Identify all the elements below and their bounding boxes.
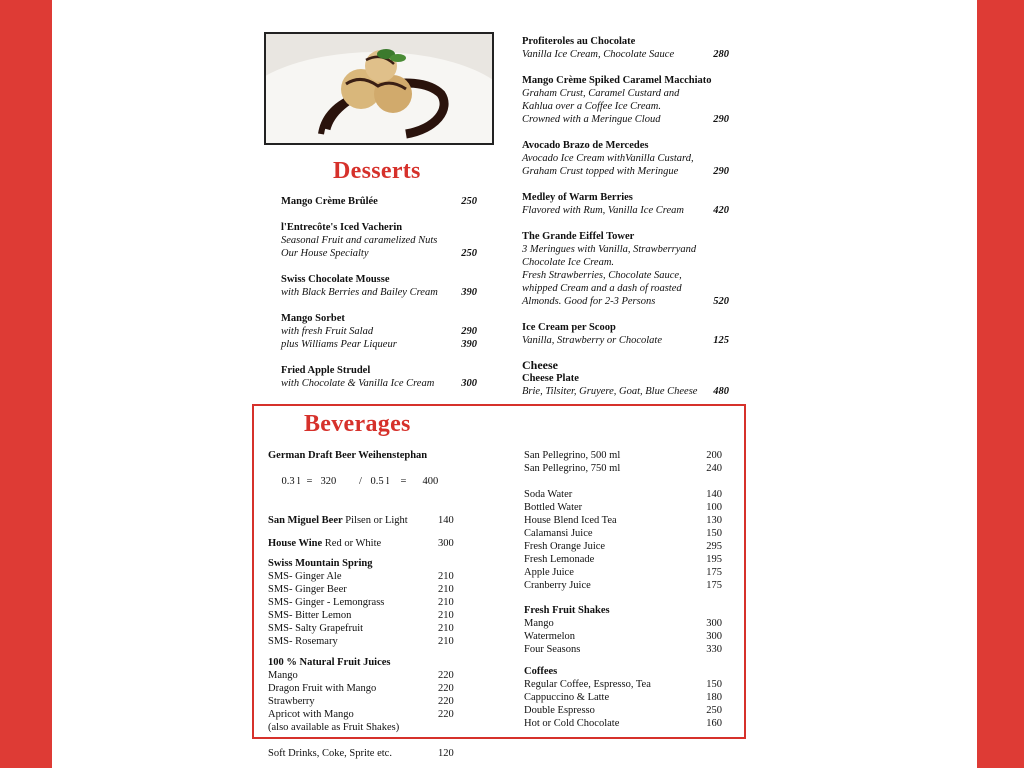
item-desc: Graham Crust, Caramel Custard and: [522, 88, 680, 99]
item-price: 220: [438, 709, 454, 720]
item-price: 210: [438, 584, 454, 595]
list-item: [268, 596, 468, 609]
beverages-right-column: [524, 449, 722, 730]
item-price: 290: [461, 326, 477, 337]
list-item: [522, 191, 729, 217]
item-name: Apricot with Mango: [268, 709, 354, 720]
item-name: House Blend Iced Tea: [524, 515, 617, 526]
item-price: 300: [438, 538, 454, 549]
item-price: 125: [713, 335, 729, 346]
item-name: Four Seasons: [524, 644, 581, 655]
item-name: Mango Sorbet: [281, 313, 345, 324]
item-name: Fried Apple Strudel: [281, 365, 371, 376]
note: (also available as Fruit Shakes): [268, 722, 400, 733]
list-item: [524, 514, 722, 527]
list-item: [281, 273, 477, 299]
item-price: 100: [706, 502, 722, 513]
item-name: Ice Cream per Scoop: [522, 322, 616, 333]
dessert-photo: [264, 32, 494, 145]
list-item: [524, 449, 722, 462]
item-desc: with fresh Fruit Salad: [281, 326, 374, 337]
equals: =: [400, 476, 407, 487]
item-price: 220: [438, 670, 454, 681]
item-price: 210: [438, 571, 454, 582]
list-item: [522, 230, 729, 308]
item-price: 240: [706, 463, 722, 474]
list-item: [281, 364, 477, 390]
item-name: San Pellegrino, 500 ml: [524, 450, 621, 461]
item-name: The Grande Eiffel Tower: [522, 231, 635, 242]
item-price: 295: [706, 541, 722, 552]
item-price: 210: [438, 597, 454, 608]
list-item: [268, 622, 468, 635]
item-name: Hot or Cold Chocolate: [524, 718, 620, 729]
item-name: Swiss Chocolate Mousse: [281, 274, 390, 285]
item-desc: Flavored with Rum, Vanilla Ice Cream: [522, 205, 684, 216]
item-price: 120: [438, 748, 454, 759]
item-name: Regular Coffee, Espresso, Tea: [524, 679, 651, 690]
item-desc: Fresh Strawberries, Chocolate Sauce,: [522, 270, 682, 281]
section-title: Cheese: [522, 358, 558, 372]
item-name: Fresh Orange Juice: [524, 541, 606, 552]
item-name: SMS- Ginger - Lemongrass: [268, 597, 385, 608]
list-item: [268, 635, 468, 648]
list-item: [524, 717, 722, 730]
item-desc: Almonds. Good for 2-3 Persons: [522, 296, 656, 307]
item-price: 195: [706, 554, 722, 565]
list-item: [524, 501, 722, 514]
list-item: [268, 537, 468, 550]
item-price: 250: [461, 196, 477, 207]
list-item: [522, 35, 729, 61]
list-item: [268, 570, 468, 583]
list-item: [524, 630, 722, 643]
item-name: SMS- Salty Grapefruit: [268, 623, 364, 634]
section-title: Fresh Fruit Shakes: [524, 605, 610, 616]
item-price: 150: [706, 679, 722, 690]
item-name: SMS- Ginger Ale: [268, 571, 342, 582]
beverages-left-column: [268, 449, 468, 760]
item-name: Avocado Brazo de Mercedes: [522, 140, 649, 151]
item-name: Medley of Warm Berries: [522, 192, 633, 203]
item-price: 175: [706, 567, 722, 578]
equals: =: [306, 476, 313, 487]
item-price: 150: [706, 528, 722, 539]
item-price: 180: [706, 692, 722, 703]
item-name: Mango: [524, 618, 554, 629]
item-name: Cranberry Juice: [524, 580, 591, 591]
beverages-heading: Beverages: [304, 411, 411, 437]
beer-sizes: [268, 462, 468, 501]
list-item: [524, 462, 722, 475]
list-item: [524, 678, 722, 691]
item-price: 130: [706, 515, 722, 526]
desserts-heading: Desserts: [333, 158, 421, 184]
item-name: SMS- Bitter Lemon: [268, 610, 352, 621]
item-price: 400: [422, 476, 439, 487]
item-desc: Vanilla, Strawberry or Chocolate: [522, 335, 662, 346]
item-name: House Wine: [268, 538, 323, 549]
item-name: SMS- Ginger Beer: [268, 584, 347, 595]
item-price: 300: [706, 631, 722, 642]
item-name: l'Entrecôte's Iced Vacherin: [281, 222, 403, 233]
list-item: [524, 553, 722, 566]
list-item: [268, 669, 468, 682]
item-price: 280: [713, 49, 729, 60]
item-desc: plus Williams Pear Liqueur: [281, 339, 397, 350]
item-price: 220: [438, 683, 454, 694]
item-price: 300: [461, 378, 477, 389]
item-desc: Chocolate Ice Cream.: [522, 257, 615, 268]
item-price: 250: [461, 248, 477, 259]
size: 0.3 l: [281, 476, 301, 487]
profiteroles-illustration: [266, 34, 492, 143]
item-price: 300: [706, 618, 722, 629]
item-price: 520: [713, 296, 729, 307]
item-name: Fresh Lemonade: [524, 554, 595, 565]
list-item: [524, 566, 722, 579]
list-item: [522, 139, 729, 178]
item-desc: 3 Meringues with Vanilla, Strawberryand: [522, 244, 697, 255]
item-name: San Miguel Beer: [268, 515, 343, 526]
list-item: [268, 583, 468, 596]
item-desc: Brie, Tilsiter, Gruyere, Goat, Blue Cheese: [522, 386, 698, 397]
list-item: [524, 617, 722, 630]
list-item: [524, 527, 722, 540]
item-desc: Our House Specialty: [281, 248, 369, 259]
item-name: Mango Crème Spiked Caramel Macchiato: [522, 75, 712, 86]
item-desc: Vanilla Ice Cream, Chocolate Sauce: [522, 49, 675, 60]
item-price: 290: [713, 166, 729, 177]
item-price: 160: [706, 718, 722, 729]
list-item: [281, 312, 477, 351]
item-name: Mango: [268, 670, 298, 681]
item-desc: Kahlua over a Coffee Ice Cream.: [522, 101, 661, 112]
item-price: 390: [461, 287, 477, 298]
size: 0.5 l: [370, 476, 390, 487]
item-price: 390: [461, 339, 477, 350]
item-price: 200: [706, 450, 722, 461]
right-red-band: [977, 0, 1024, 768]
list-item: [281, 221, 477, 260]
item-price: 320: [320, 476, 337, 487]
list-item: [524, 704, 722, 717]
section-title: Swiss Mountain Spring: [268, 558, 373, 569]
item-name: Cheese Plate: [522, 373, 579, 384]
list-item: [268, 747, 468, 760]
list-item: [524, 691, 722, 704]
item-price: 220: [438, 696, 454, 707]
item-name: Soda Water: [524, 489, 573, 500]
list-item: [268, 682, 468, 695]
item-desc: with Black Berries and Bailey Cream: [281, 287, 438, 298]
desserts-right-column: [522, 35, 729, 398]
section-title: Coffees: [524, 666, 558, 677]
item-name: Bottled Water: [524, 502, 583, 513]
item-price: 210: [438, 623, 454, 634]
list-item: [524, 643, 722, 656]
left-red-band: [0, 0, 52, 768]
section-title: 100 % Natural Fruit Juices: [268, 657, 391, 668]
list-item: [268, 609, 468, 622]
separator: /: [359, 476, 362, 487]
item-price: 140: [706, 489, 722, 500]
list-item: [522, 74, 729, 126]
item-desc: Seasonal Fruit and caramelized Nuts: [281, 235, 438, 246]
list-item: [524, 579, 722, 592]
item-desc: Crowned with a Meringue Cloud: [522, 114, 661, 125]
item-desc: Red or White: [322, 538, 382, 549]
item-name: Cappuccino & Latte: [524, 692, 610, 703]
item-name: Calamansi Juice: [524, 528, 593, 539]
item-name: San Pellegrino, 750 ml: [524, 463, 621, 474]
item-name: Mango Crème Brûlée: [281, 196, 378, 207]
item-desc: Graham Crust topped with Meringue: [522, 166, 679, 177]
item-name: SMS- Rosemary: [268, 636, 338, 647]
list-item: [524, 488, 722, 501]
item-price: 250: [706, 705, 722, 716]
item-price: 210: [438, 610, 454, 621]
item-desc: Avocado Ice Cream withVanilla Custard,: [522, 153, 694, 164]
item-price: 290: [713, 114, 729, 125]
item-name: Watermelon: [524, 631, 576, 642]
item-price: 210: [438, 636, 454, 647]
list-item: [268, 708, 468, 721]
item-name: Strawberry: [268, 696, 315, 707]
item-name: Dragon Fruit with Mango: [268, 683, 377, 694]
desserts-left-column: [281, 195, 477, 390]
list-item: [281, 195, 477, 208]
cheese-section: [522, 359, 729, 398]
item-name: Double Espresso: [524, 705, 595, 716]
item-price: 140: [438, 515, 454, 526]
list-item: [268, 695, 468, 708]
item-price: 420: [713, 205, 729, 216]
item-name: German Draft Beer Weihenstephan: [268, 450, 428, 461]
list-item: [522, 321, 729, 347]
item-price: 175: [706, 580, 722, 591]
item-desc: Pilsen or Light: [342, 515, 408, 526]
item-desc: with Chocolate & Vanilla Ice Cream: [281, 378, 435, 389]
list-item: [524, 540, 722, 553]
item-price: 480: [713, 386, 729, 397]
item-name: Profiteroles au Chocolate: [522, 36, 636, 47]
item-price: 330: [706, 644, 722, 655]
item-name: Apple Juice: [524, 567, 574, 578]
item-name: Soft Drinks, Coke, Sprite etc.: [268, 748, 392, 759]
list-item: [268, 514, 468, 527]
item-desc: whipped Cream and a dash of roasted: [522, 283, 682, 294]
